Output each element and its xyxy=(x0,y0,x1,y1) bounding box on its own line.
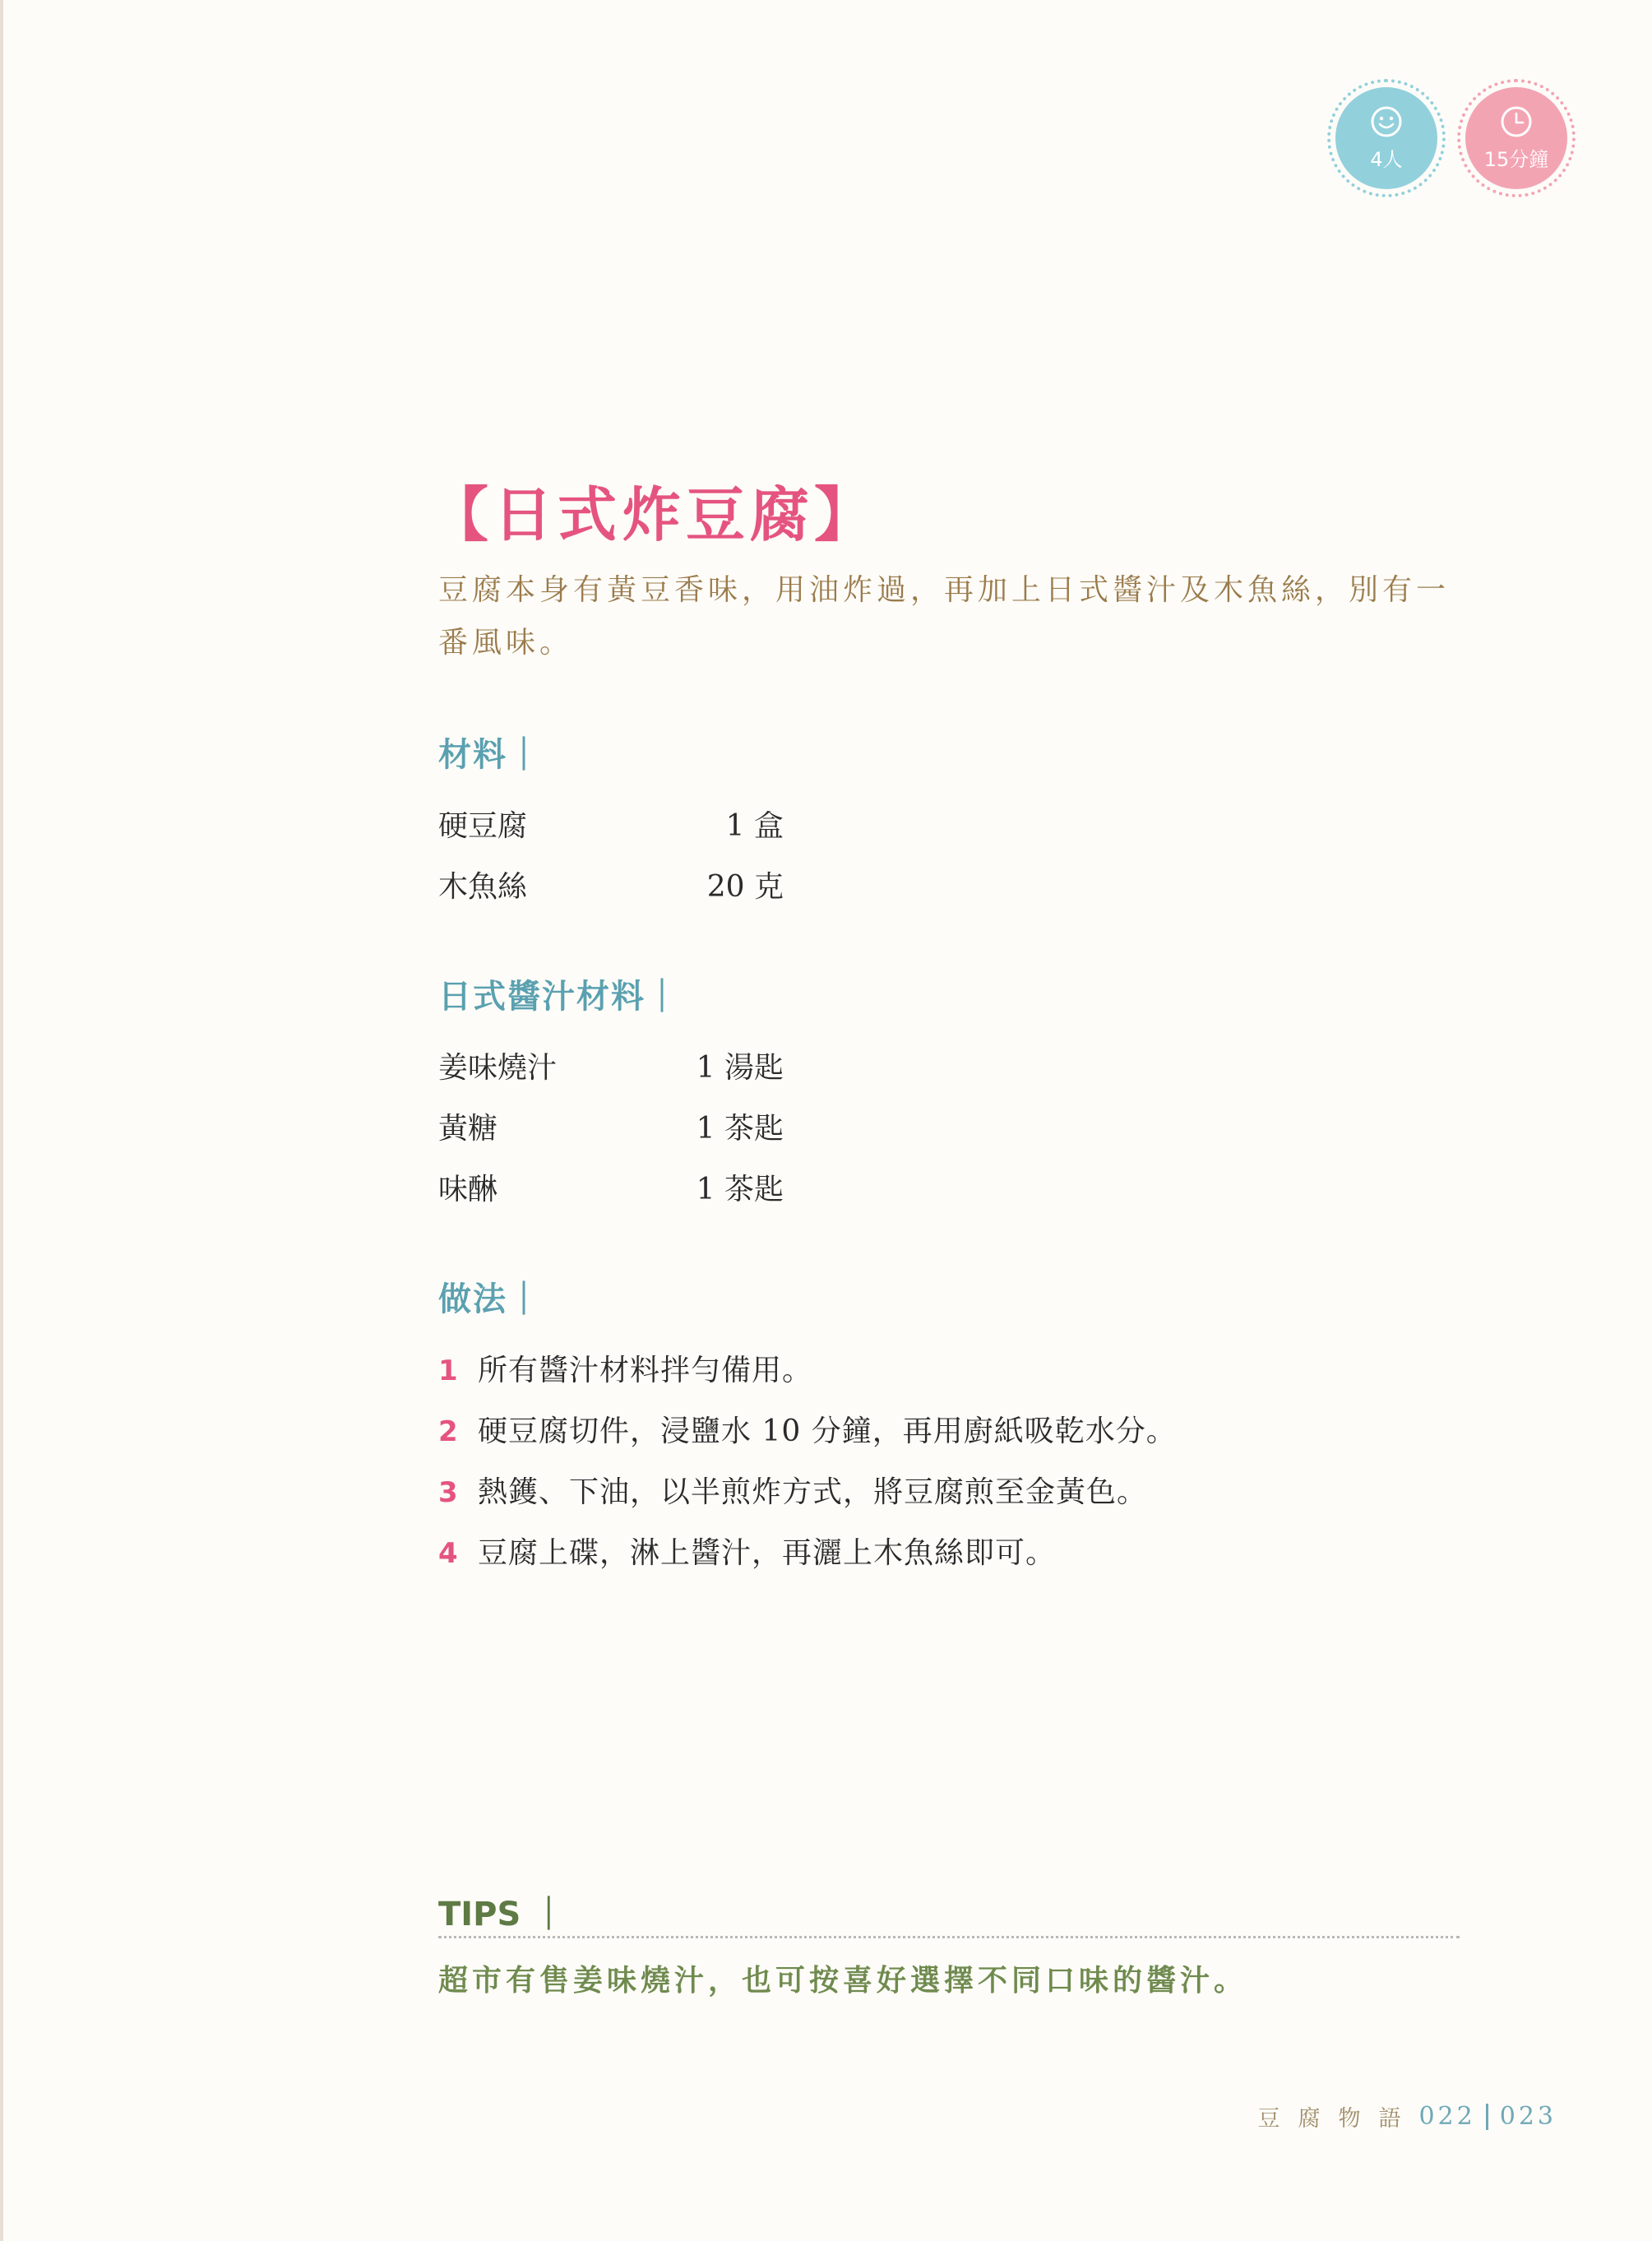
servings-badge xyxy=(1335,87,1437,189)
book-title: 豆腐物語 xyxy=(1257,2106,1419,2132)
page-separator xyxy=(1486,2104,1488,2130)
tips-heading: TIPS ｜ xyxy=(438,1896,566,1933)
sauce-row xyxy=(438,1166,784,1207)
step-text: 豆腐上碟，淋上醬汁，再灑上木魚絲即可。 xyxy=(478,1536,1057,1570)
step-number: 1 xyxy=(438,1354,459,1387)
page-number-right: 023 xyxy=(1499,2102,1557,2131)
sauce-row xyxy=(438,1105,784,1146)
recipe-intro: 豆腐本身有黃豆香味，用油炸過，再加上日式醬汁及木魚絲，別有一番風味。 xyxy=(438,573,1451,660)
step-number: 2 xyxy=(438,1415,459,1448)
recipe-title: 【日式炸豆腐】 xyxy=(429,479,879,549)
clock-icon xyxy=(1500,105,1533,138)
tips-text: 超市有售姜味燒汁，也可按喜好選擇不同口味的醬汁。 xyxy=(438,1963,1248,1998)
ingredient-row xyxy=(438,864,784,905)
step-number: 4 xyxy=(438,1537,459,1570)
page-edge xyxy=(0,0,3,2241)
step-text: 所有醬汁材料拌勻備用。 xyxy=(478,1354,813,1387)
time-label: 15分鐘 xyxy=(1483,147,1549,171)
ingredients-heading: 材料｜ xyxy=(438,735,542,774)
smiley-icon xyxy=(1370,105,1403,138)
sauce-amount: 1 湯匙 xyxy=(696,1051,784,1085)
sauce-heading: 日式醬汁材料｜ xyxy=(438,977,680,1016)
sauce-amount: 1 茶匙 xyxy=(696,1173,784,1206)
step-text: 熱鑊、下油，以半煎炸方式，將豆腐煎至金黃色。 xyxy=(478,1475,1148,1509)
ingredient-name: 木魚絲 xyxy=(438,870,528,904)
method-heading: 做法｜ xyxy=(438,1280,542,1318)
step-text: 硬豆腐切件，浸鹽水 10 分鐘，再用廚紙吸乾水分。 xyxy=(478,1415,1177,1448)
time-badge xyxy=(1465,87,1567,189)
page-footer xyxy=(1257,2100,1557,2132)
ingredient-amount: 20 克 xyxy=(706,870,784,904)
ingredient-amount: 1 盒 xyxy=(725,809,784,843)
sauce-name: 姜味燒汁 xyxy=(438,1051,558,1085)
sauce-name: 黃糖 xyxy=(438,1112,498,1146)
page-numbers xyxy=(1418,2102,1557,2131)
method-step xyxy=(438,1530,1056,1572)
method-step xyxy=(438,1469,1147,1511)
ingredient-name: 硬豆腐 xyxy=(438,809,528,843)
step-number: 3 xyxy=(438,1476,459,1509)
method-step xyxy=(438,1408,1177,1450)
ingredient-row xyxy=(438,803,784,844)
sauce-amount: 1 茶匙 xyxy=(696,1112,784,1146)
sauce-name: 味醂 xyxy=(438,1173,498,1206)
method-step xyxy=(438,1347,812,1389)
page-number-left: 022 xyxy=(1418,2102,1476,2131)
tips-divider xyxy=(438,1936,1460,1938)
sauce-row xyxy=(438,1044,784,1086)
servings-label: 4人 xyxy=(1370,147,1403,171)
